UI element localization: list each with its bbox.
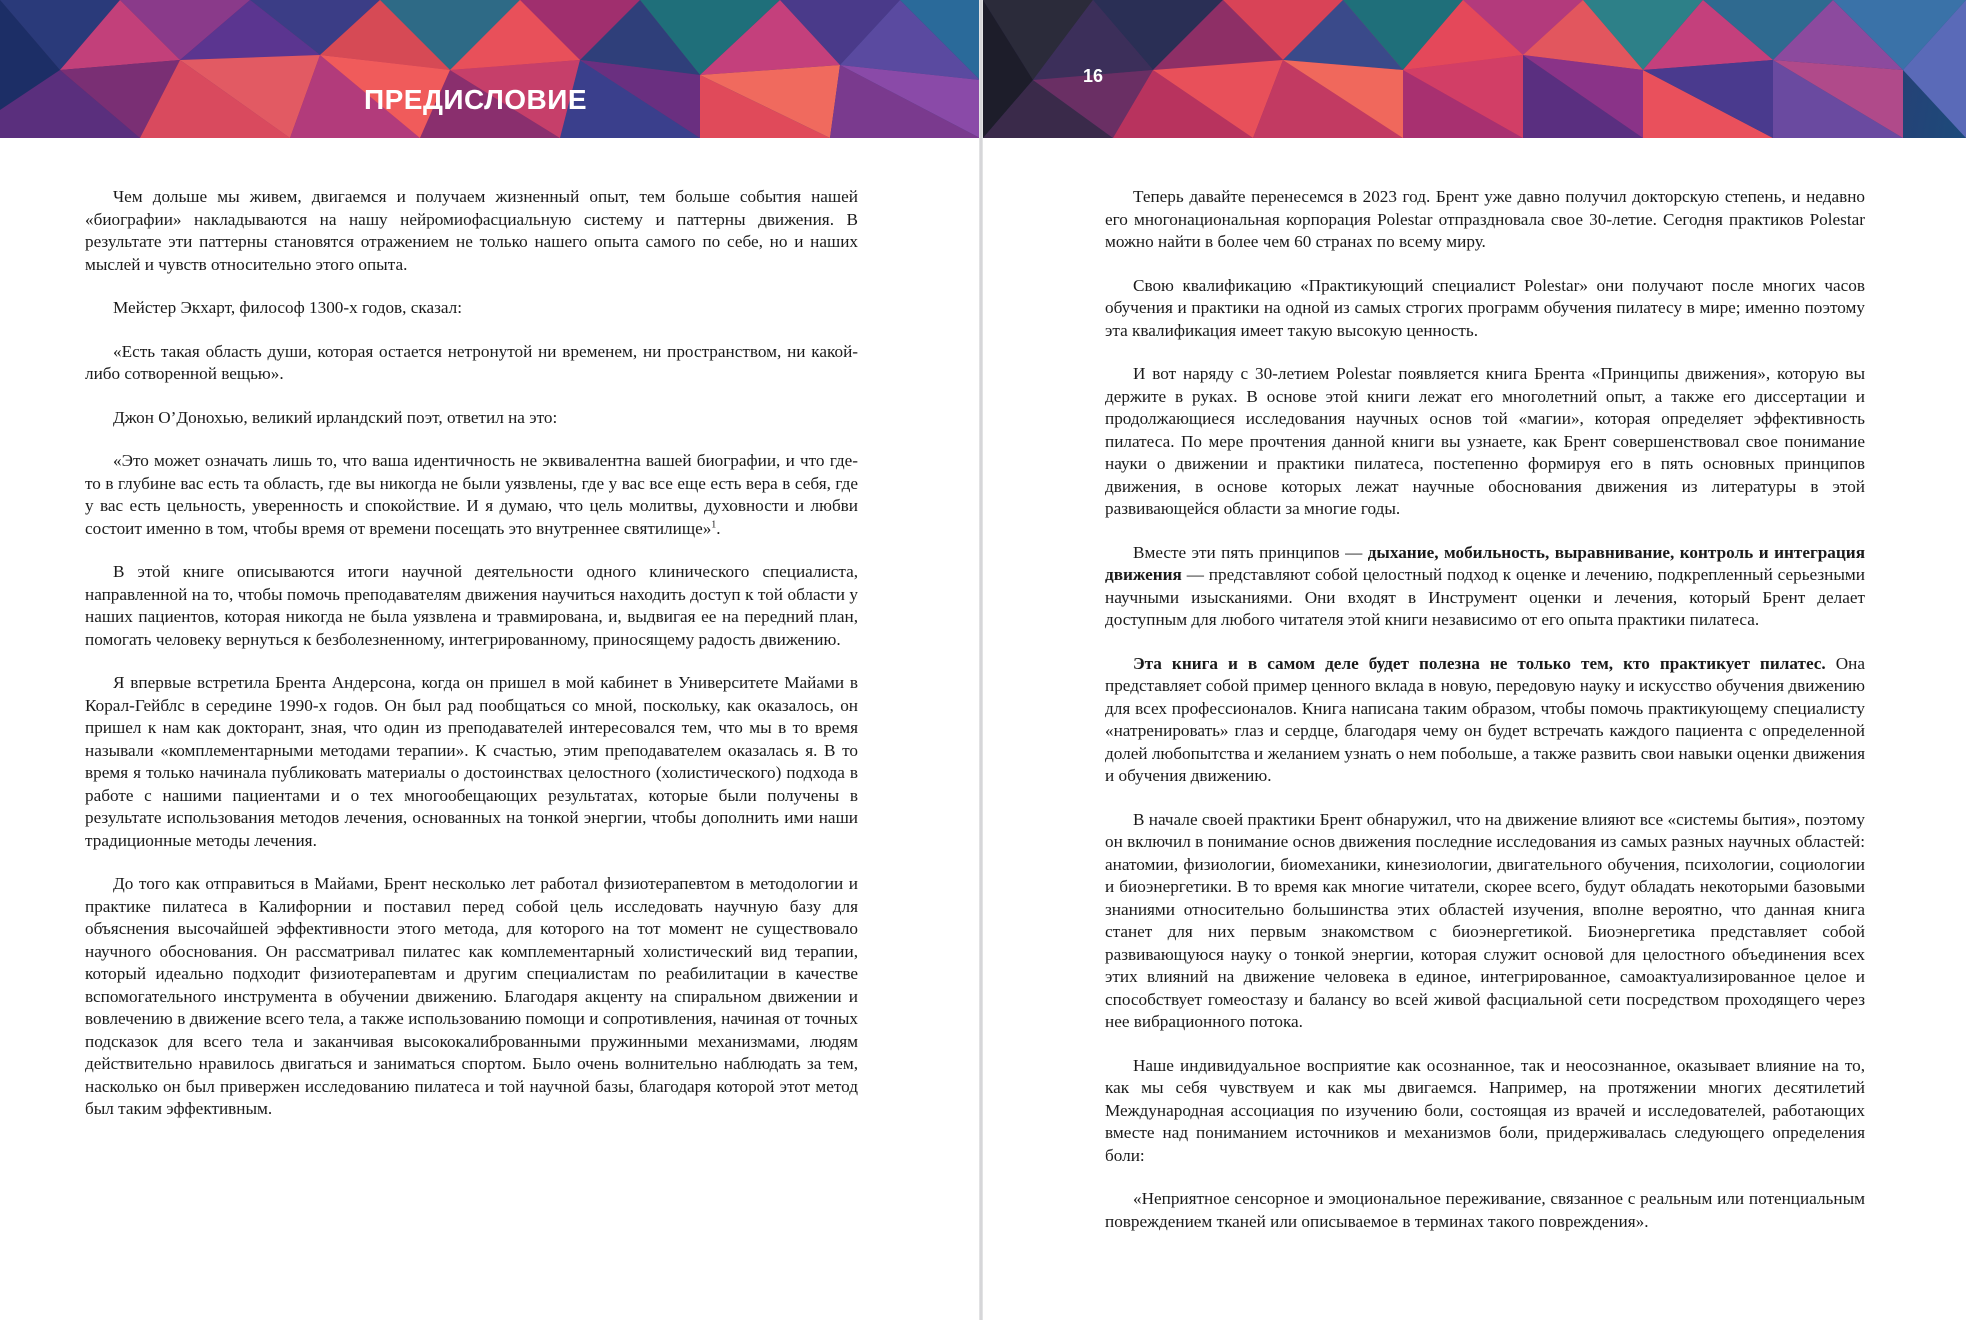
paragraph: Джон О’Донохью, великий ирландский поэт, ответил на это: <box>113 407 558 427</box>
header-banner-right <box>983 0 1966 138</box>
left-text-body <box>85 186 858 1142</box>
right-page <box>983 0 1966 1320</box>
footnote-marker: 1 <box>711 518 717 530</box>
bold-text-run: Эта книга и в самом деле будет полезна не только тем, кто практикует пилатес. <box>1133 653 1826 673</box>
paragraph: Свою квалификацию «Практикующий специалист Polestar» они получают после многих часов обучения и практики на одной из самых строгих программ обучения пилатесу в мире; именно поэтому эта квалификация имеет такую высокую ценность. <box>1105 275 1865 340</box>
text-run: Вместе эти пять принципов — <box>1133 542 1368 562</box>
section-title: ПРЕДИСЛОВИЕ <box>364 84 588 115</box>
paragraph <box>1105 653 1865 788</box>
paragraph: И вот наряду с 30-летием Polestar появляется книга Брента «Принципы движения», которую вы держите в руках. В основе этой книги лежат его многолетний опыт, а также его диссертации и продолжающиеся исследования научных основ той «магии», которая определяет эффективность пилатеса. По мере прочтения данной книги вы узнаете, как Брент совершенствовал свое понимание науки о движении и практики пилатеса, постепенно формируя его в пять основных принципов движения, в основе которых лежат научные обоснования движения из литературы в этой развивающейся области за многие годы. <box>1105 364 1865 518</box>
right-text-body <box>1105 186 1865 1254</box>
polygon-pattern-left <box>0 0 980 138</box>
quote-text: «Это может означать лишь то, что ваша идентичность не эквивалентна вашей биографии, и что где-то в глубине вас есть та область, где вы никогда не были уязвлены, где у вас все еще есть вера в себя, где у вас есть цельность, уверенность и спокойствие. И я думаю, что цель молитвы, духовности и любви состоит именно в том, чтобы время от времени посещать это внутреннее святилище» <box>85 451 858 538</box>
text-run: — представляют собой целостный подход к оценке и лечению, подкрепленный серьезными научными изысканиями. Они входят в Инструмент оценки и лечения, который Брент делает доступным для любого читателя этой книги независимо от его опыта практики пилатеса. <box>1105 565 1865 629</box>
paragraph: В этой книге описываются итоги научной деятельности одного клинического специалиста, направленной на то, чтобы помочь преподавателям движения научиться находить доступ к той области у наших пациентов, которая никогда не была уязвлена и травмирована, и, выдвигая ее на передний план, помогать человеку вернуться к безболезненному, интегрированному, приносящему радость движению. <box>85 562 858 649</box>
quote-paragraph: «Неприятное сенсорное и эмоциональное переживание, связанное с реальным или потенциальным повреждением тканей или описываемое в терминах такого повреждения». <box>1105 1189 1865 1231</box>
left-page <box>0 0 980 1320</box>
paragraph: Я впервые встретила Брента Андерсона, когда он пришел в мой кабинет в Университете Майами в Корал-Гейблс в середине 1990-х годов. Он был рад пообщаться со мной, поскольку, как оказалось, он пришел к нам как докторант, зная, что один из преподавателей интересовался тем, что мы в то время называли «комплементарными методами терапии». К счастью, этим преподавателем оказалась я. В то время я только начинала публиковать материалы о достоинствах целостного (холистического) подхода в работе с нашими пациентами и о тех многообещающих результатах, которые были получены в результате использования методов лечения, основанных на тонкой энергии, чтобы дополнить ими наши традиционные методы лечения. <box>85 673 858 850</box>
paragraph: Мейстер Экхарт, философ 1300-х годов, сказал: <box>113 298 463 317</box>
paragraph: До того как отправиться в Майами, Брент несколько лет работал физиотерапевтом в методологии и практике пилатеса в Калифорнии и поставил перед собой цель исследовать научную базу для объяснения высочайшей эффективности этого метода, для которого на тот момент не существовало научного обоснования. Он рассматривал пилатес как комплементарный холистический вид терапии, который идеально подходит физиотерапевтам и другим специалистам по реабилитации в качестве вспомогательного инструмента в обучении движению. Благодаря акценту на спиральном движении и вовлечению в движение всего тела, а также использованию помощи и сопротивления, начиная от точных подсказок для всего тела и заканчивая высококалиброванными пружинными механизмами, людям действительно нравилось двигаться и заниматься спортом. Было очень волнительно наблюдать за тем, насколько он был привержен исследованию пилатеса и той научной базы, благодаря которой этот метод был таким эффективным. <box>85 874 858 1118</box>
polygon-pattern-right <box>983 0 1966 138</box>
quote-paragraph: «Есть такая область души, которая остается нетронутой ни временем, ни пространством, ни какой-либо сотворенной вещью». <box>85 341 858 383</box>
text-run: Она представляет собой пример ценного вклада в новую, передовую науку и искусство обучения движению для всех профессионалов. Книга написана таким образом, чтобы помочь практикующему специалисту «натренировать» глаз и сердце, благодаря чему он будет встречать каждого пациента с определенной долей любопытства и желанием узнать о нем побольше, а также развить свои навыки оценки движения и обучения движению. <box>1105 653 1865 785</box>
paragraph: В начале своей практики Брент обнаружил, что на движение влияют все «системы бытия», поэтому он включил в понимание основ движения последние исследования из самых разных научных областей: анатомии, физиологии, биомеханики, кинезиологии, двигательного обучения, психологии, социологии и биоэнергетики. В то время как многие читатели, скорее всего, будут обладать некоторыми базовыми знаниями относительно большинства этих областей изучения, вполне вероятно, что данная книга станет для них первым знакомством с биоэнергетикой. Биоэнергетика представляет собой развивающуюся науку о тонкой энергии, которая служит основой для целостного объединения всех этих влияний на движение человека в единое, интегрированное, самоактуализированное целое и способствует гомеостазу и балансу во всей живой фасциальной сети посредством проходящего через нее вибрационного потока. <box>1105 809 1865 1031</box>
bold-text-run: дыхание, мобильность, выравнивание, контроль и интеграция движения <box>1105 542 1866 584</box>
page-number: 16 <box>1083 66 1104 86</box>
header-banner-left <box>0 0 980 138</box>
paragraph: Теперь давайте перенесемся в 2023 год. Брент уже давно получил докторскую степень, и недавно его многонациональная корпорация Polestar отпраздновала свое 30-летие. Сегодня практиков Polestar можно найти в более чем 60 странах по всему миру. <box>1105 187 1865 251</box>
paragraph: Чем дольше мы живем, двигаемся и получаем жизненный опыт, тем больше события нашей «биографии» накладываются на нашу нейромиофасциальную систему и паттерны движения. В результате эти паттерны становятся отражением не только нашего опыта самого по себе, но и наших мыслей и чувств относительно этого опыта. <box>85 187 858 274</box>
paragraph <box>1105 542 1865 632</box>
quote-paragraph: «Это может означать лишь то, что ваша идентичность не эквивалентна вашей биографии, и что где-то в глубине вас есть та область, где вы никогда не были уязвлены, где у вас все еще есть вера в себя, где у вас есть цельность, уверенность и спокойствие. И я думаю, что цель молитвы, духовности и любви состоит именно в том, чтобы время от времени посещать это внутреннее святилище»$^1$. <box>85 451 858 538</box>
paragraph: Наше индивидуальное восприятие как осознанное, так и неосознанное, оказывает влияние на то, как мы себя чувствуем и как мы двигаемся. Например, на протяжении многих десятилетий Международная ассоциация по изучению боли, состоящая из врачей и исследователей, работающих вместе над пониманием источников и механизмов боли, придерживалась следующего определения боли: <box>1105 1055 1865 1165</box>
